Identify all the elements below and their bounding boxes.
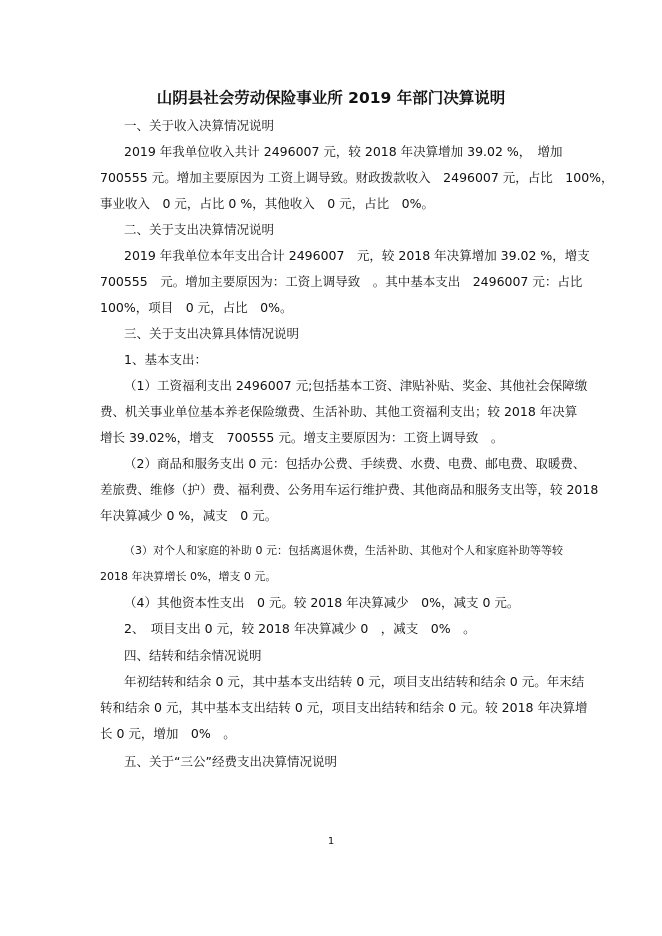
section-heading-carryover: 四、结转和结余情况说明 <box>124 648 262 663</box>
paragraph-line: 700555 元。增加主要原因为：工资上调导致 。其中基本支出 2496007 元：占比 <box>100 274 583 289</box>
subsection-heading-basic: 1、基本支出： <box>124 352 207 367</box>
paragraph-line: 2018 年决算增长 0%，增支 0 元。 <box>100 570 277 583</box>
paragraph-line: 费、机关事业单位基本养老保险缴费、生活补助、其他工资福利支出；较 2018 年决算 <box>100 404 578 419</box>
paragraph-line: （4）其他资本性支出 0 元。较 2018 年决算减少 0%，减支 0 元。 <box>124 595 520 610</box>
section-heading-income: 一、关于收入决算情况说明 <box>124 118 275 133</box>
paragraph-line: 年初结转和结余 0 元，其中基本支出结转 0 元，项目支出结转和结余 0 元。年末结 <box>124 674 585 689</box>
paragraph-line: （2）商品和服务支出 0 元：包括办公费、手续费、水费、电费、邮电费、取暖费、 <box>124 456 586 471</box>
section-heading-three-public: 五、关于“三公”经费支出决算情况说明 <box>124 754 337 769</box>
paragraph-line: 转和结余 0 元，其中基本支出结转 0 元，项目支出结转和结余 0 元。较 2018 年决算增 <box>100 700 588 715</box>
section-heading-expense: 二、关于支出决算情况说明 <box>124 222 275 237</box>
paragraph-line: 2019 年我单位收入共计 2496007 元，较 2018 年决算增加 39.02 %， 增加 <box>124 144 563 159</box>
section-heading-details: 三、关于支出决算具体情况说明 <box>124 326 300 341</box>
paragraph-line: 700555 元。增加主要原因为 工资上调导致。财政拨款收入 2496007 元，占比 100%， <box>100 170 614 185</box>
paragraph-line: （3）对个人和家庭的补助 0 元：包括离退休费，生活补助、其他对个人和家庭补助等等较 <box>124 544 563 557</box>
paragraph-line: 增长 39.02%，增支 700555 元。增支主要原因为：工资上调导致 。 <box>100 430 504 445</box>
paragraph-line: 事业收入 0 元，占比 0 %，其他收入 0 元，占比 0%。 <box>100 196 434 211</box>
paragraph-line: 100%，项目 0 元，占比 0%。 <box>100 300 293 315</box>
paragraph-line: 2019 年我单位本年支出合计 2496007 元，较 2018 年决算增加 39.02 %，增支 <box>124 248 590 263</box>
paragraph-line: 长 0 元，增加 0% 。 <box>100 726 236 741</box>
paragraph-line: 年决算减少 0 %，减支 0 元。 <box>100 508 278 523</box>
document-title: 山阴县社会劳动保险事业所 2019 年部门决算说明 <box>156 89 506 107</box>
paragraph-line: （1）工资福利支出 2496007 元;包括基本工资、津贴补贴、奖金、其他社会保障缴 <box>124 378 588 393</box>
subsection-heading-project: 2、 项目支出 0 元，较 2018 年决算减少 0 ，减支 0% 。 <box>124 621 476 636</box>
page-number: 1 <box>327 836 335 847</box>
paragraph-line: 差旅费、维修（护）费、福利费、公务用车运行维护费、其他商品和服务支出等，较 2018 <box>100 482 599 497</box>
